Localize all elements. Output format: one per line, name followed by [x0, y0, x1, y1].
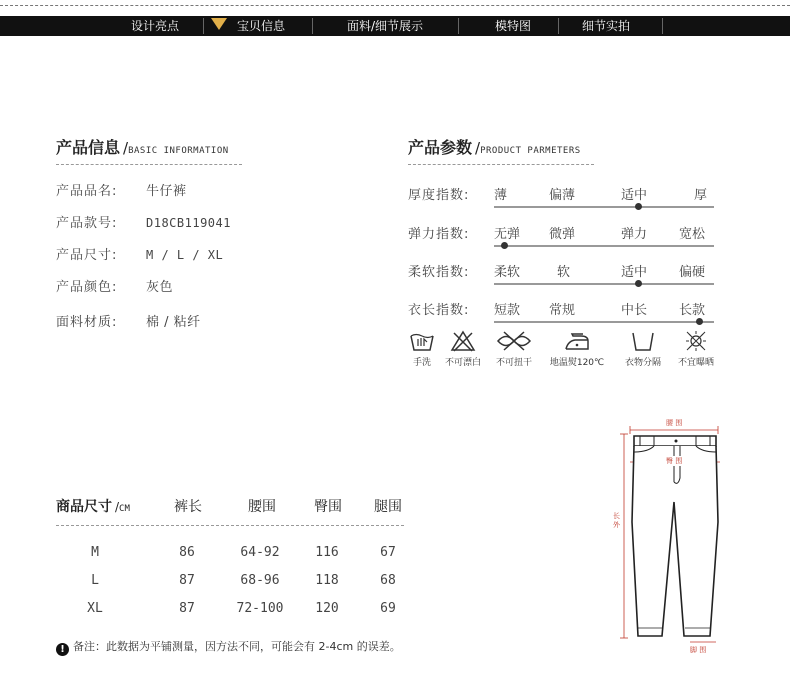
- param-row-thickness: [408, 184, 713, 214]
- params-subtitle: PRODUCT PARMETERS: [480, 146, 581, 156]
- info-label: 产品颜色:: [56, 280, 118, 295]
- info-row-color: [56, 276, 173, 295]
- param-track: [494, 206, 714, 208]
- nav-item-product-info[interactable]: 宝贝信息: [236, 19, 285, 33]
- param-option: 无弹: [494, 227, 521, 242]
- param-option: 适中: [621, 265, 648, 280]
- info-title: 产品信息: [56, 138, 121, 157]
- param-track: [494, 321, 714, 323]
- nav-item-fabric-details[interactable]: 面料/细节展示: [346, 19, 424, 33]
- size-cell: 69: [380, 601, 396, 616]
- param-track: [494, 245, 714, 247]
- care-label: 不可漂白: [444, 358, 481, 368]
- size-table-divider: [56, 525, 404, 526]
- no-wring-icon: [494, 330, 534, 352]
- nav-item-design-highlights[interactable]: 设计亮点: [130, 19, 179, 33]
- size-cell: 68: [380, 573, 396, 588]
- care-no-sun: [672, 330, 720, 368]
- info-value: 灰色: [146, 280, 174, 295]
- param-option: 中长: [621, 303, 648, 318]
- care-iron-low: [546, 330, 608, 368]
- size-cell: 87: [179, 601, 195, 616]
- info-row-material: [56, 311, 201, 330]
- size-cell: 86: [179, 545, 195, 560]
- hip-label: 臀 围: [666, 457, 683, 465]
- care-label: 地温熨120℃: [549, 358, 605, 368]
- size-cell: 120: [315, 601, 339, 616]
- hem-label: 脚 围: [690, 646, 707, 654]
- pants-outline-icon: [604, 412, 734, 657]
- care-label: 不宜曝晒: [677, 358, 714, 368]
- nav-item-model-photos[interactable]: 模特图: [494, 19, 531, 33]
- size-cell: 87: [179, 573, 195, 588]
- param-row-length: [408, 299, 713, 329]
- param-label: 柔软指数:: [408, 265, 470, 280]
- param-label: 厚度指数:: [408, 188, 470, 203]
- param-option: 柔软: [494, 265, 521, 280]
- info-row-style-no: [56, 212, 231, 231]
- info-label: 产品尺寸:: [56, 248, 118, 263]
- param-option: 短款: [494, 303, 521, 318]
- nav-bar: [0, 16, 790, 36]
- info-row-size: [56, 244, 223, 263]
- size-table-title: 商品尺寸 /CM: [56, 499, 130, 515]
- param-option: 偏薄: [549, 188, 576, 203]
- info-divider: [56, 164, 242, 165]
- size-cell: 67: [380, 545, 396, 560]
- params-divider: [408, 164, 594, 165]
- params-section-title: 产品参数 /PRODUCT PARMETERS: [408, 138, 581, 157]
- care-no-wring: [490, 330, 538, 368]
- size-header-waist: 腰围: [248, 499, 276, 515]
- hand-wash-icon: [409, 330, 435, 352]
- length-label: 长 外: [613, 512, 620, 529]
- param-label: 弹力指数:: [408, 227, 470, 242]
- size-cell: 64-92: [240, 545, 280, 560]
- nav-separator: [458, 18, 459, 34]
- care-label: 手洗: [412, 358, 431, 368]
- info-value: M / L / XL: [146, 248, 224, 262]
- info-label: 产品品名:: [56, 184, 118, 199]
- nav-separator: [558, 18, 559, 34]
- param-indicator-dot: [635, 203, 642, 210]
- size-cell: 72-100: [236, 601, 284, 616]
- no-sun-icon: [683, 330, 709, 352]
- care-no-bleach: [440, 330, 486, 368]
- param-indicator-dot: [635, 280, 642, 287]
- param-option: 适中: [621, 188, 648, 203]
- active-nav-arrow-icon: [211, 18, 227, 30]
- size-cell: L: [91, 573, 99, 588]
- info-value: 棉 / 粘纤: [146, 315, 201, 330]
- wash-separately-icon: [630, 330, 656, 352]
- param-track: [494, 283, 714, 285]
- info-label: 面料材质:: [56, 315, 118, 330]
- info-row-name: [56, 180, 187, 199]
- info-subtitle: BASIC INFORMATION: [128, 146, 229, 156]
- param-option: 常规: [549, 303, 576, 318]
- param-indicator-dot: [501, 242, 508, 249]
- care-label: 不可扭干: [495, 358, 532, 368]
- nav-item-detail-photos[interactable]: 细节实拍: [581, 19, 630, 33]
- size-cell: M: [91, 545, 99, 560]
- size-header-hip: 臀围: [314, 499, 342, 515]
- info-section-title: 产品信息 /BASIC INFORMATION: [56, 138, 229, 157]
- param-option: 微弹: [549, 227, 576, 242]
- care-hand-wash: [406, 330, 438, 368]
- nav-separator: [662, 18, 663, 34]
- param-option: 弹力: [621, 227, 648, 242]
- nav-separator: [312, 18, 313, 34]
- nav-separator: [203, 18, 204, 34]
- size-unit: CM: [119, 504, 130, 514]
- params-title: 产品参数: [408, 138, 473, 157]
- param-option: 厚: [694, 188, 708, 203]
- top-dashed-line: [0, 5, 790, 6]
- param-indicator-dot: [696, 318, 703, 325]
- size-cell: 68-96: [240, 573, 280, 588]
- info-label: 产品款号:: [56, 216, 118, 231]
- no-bleach-icon: [450, 330, 476, 352]
- size-title: 商品尺寸: [56, 499, 112, 515]
- care-wash-separately: [618, 330, 668, 368]
- note-text: 备注：此数据为平铺测量，因方法不同，可能会有 2-4cm 的误差。: [73, 640, 401, 653]
- pants-size-diagram: [604, 412, 734, 661]
- param-option: 宽松: [679, 227, 706, 242]
- size-cell: XL: [87, 601, 103, 616]
- care-label: 衣物分隔: [624, 358, 661, 368]
- param-option: 长款: [679, 303, 706, 318]
- measurement-note: [56, 638, 401, 656]
- size-header-thigh: 腿围: [374, 499, 402, 515]
- size-header-length: 裤长: [174, 499, 202, 515]
- size-cell: 116: [315, 545, 339, 560]
- param-row-elasticity: [408, 223, 713, 253]
- param-label: 衣长指数:: [408, 303, 470, 318]
- param-option: 软: [557, 265, 571, 280]
- iron-low-icon: [563, 330, 591, 352]
- param-option: 偏硬: [679, 265, 706, 280]
- param-option: 薄: [494, 188, 508, 203]
- size-cell: 118: [315, 573, 339, 588]
- info-value: D18CB119041: [146, 216, 231, 230]
- info-value: 牛仔裤: [146, 184, 187, 199]
- warning-icon: !: [56, 643, 69, 656]
- waist-label: 腰 围: [666, 419, 683, 427]
- param-row-softness: [408, 261, 713, 291]
